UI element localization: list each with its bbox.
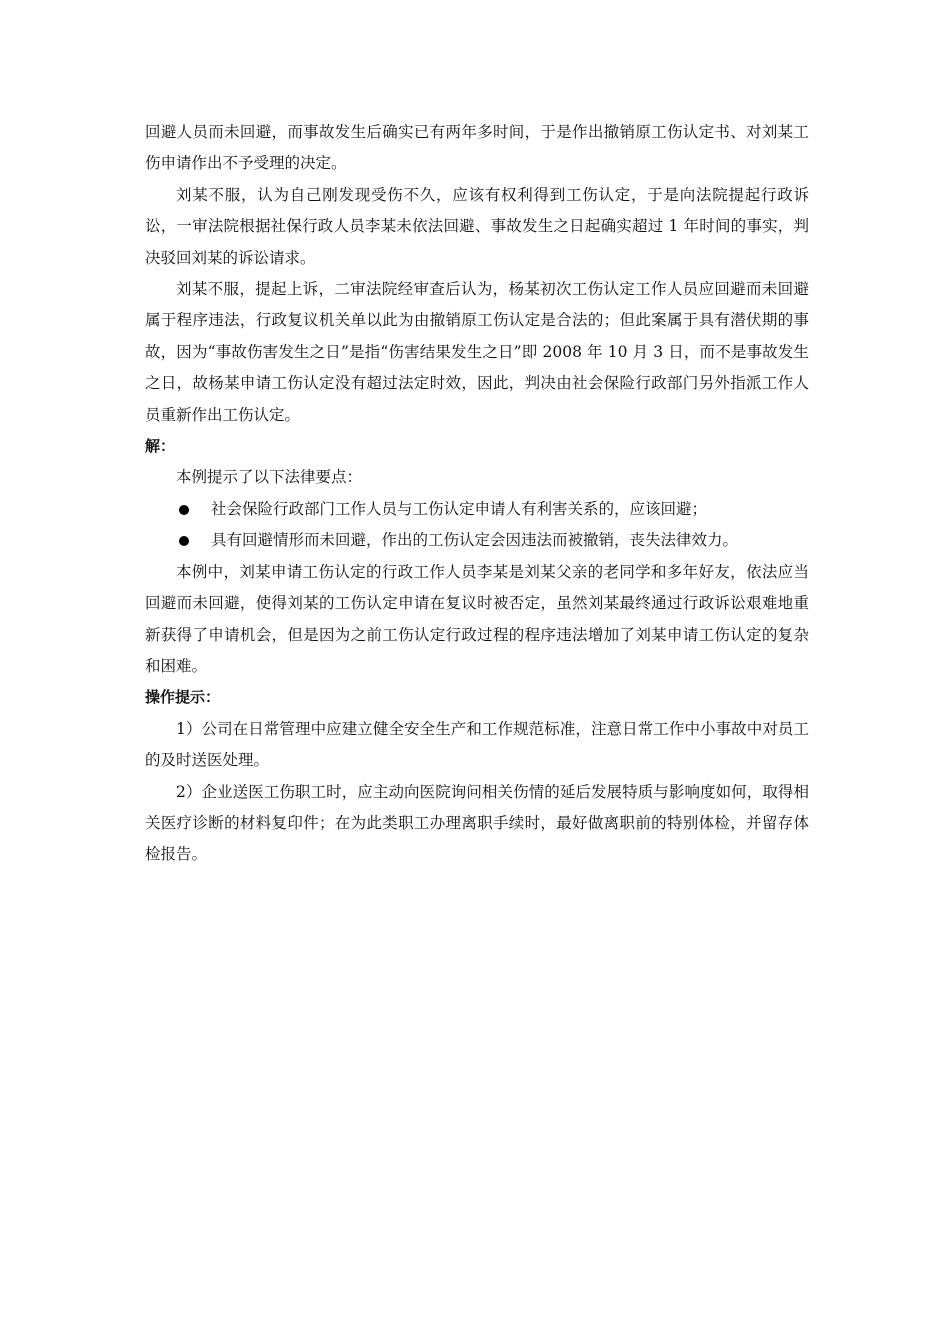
case-paragraph-1: 回避人员而未回避，而事故发生后确实已有两年多时间，于是作出撤销原工伤认定书、对刘某工伤申请作出不予受理的决定。	[145, 123, 809, 173]
legal-points-list	[145, 494, 809, 557]
tip-item-1: 1）公司在日常管理中应建立健全安全生产和工作规范标准，注意日常工作中小事故中对员工的及时送医处理。	[145, 719, 809, 770]
tip-item-2: 2）企业送医工伤职工时，应主动向医院询问相关伤情的延后发展特质与影响度如何，取得相关医疗诊断的材料复印件；在为此类职工办理离职手续时，最好做离职前的特别体检，并留存体检报告。	[145, 782, 809, 864]
case-paragraph-3: 刘某不服，提起上诉，二审法院经审查后认为，杨某初次工伤认定工作人员应回避而未回避属于程序违法，行政复议机关单以此为由撤销原工伤认定是合法的；但此案属于具有潜伏期的事故，因为“事故伤害发生之日”是指“伤害结果发生之日”即 2008 年 10 月 3 日，而不是事故发生之日，故杨某申请工伤认定没有超过法定时效，因此，判决由社会保险行政部门另外指派工作人员重新作出工伤认定。	[145, 280, 809, 424]
analysis-body: 本例中，刘某申请工伤认定的行政工作人员李某是刘某父亲的老同学和多年好友，依法应当回避而未回避，使得刘某的工伤认定申请在复议时被否定，虽然刘某最终通过行政诉讼艰难地重新获得了申请机会，但是因为之前工伤认定行政过程的程序违法增加了刘某申请工伤认定的复杂和困难。	[145, 562, 809, 675]
bullet-icon	[179, 505, 189, 515]
document-page	[145, 117, 809, 871]
list-item	[145, 525, 809, 556]
case-paragraph-2: 刘某不服，认为自己刚发现受伤不久，应该有权利得到工伤认定，于是向法院提起行政诉讼，一审法院根据社保行政人员李某未依法回避、事故发生之日起确实超过 1 年时间的事实，判决驳回刘某的诉讼请求。	[145, 185, 809, 267]
list-item-text: 社会保险行政部门工作人员与工伤认定申请人有利害关系的，应该回避；	[211, 499, 708, 518]
analysis-intro: 本例提示了以下法律要点：	[176, 468, 363, 487]
list-item	[145, 494, 809, 525]
tips-heading: 操作提示：	[145, 688, 221, 707]
list-item-text: 具有回避情形而未回避，作出的工伤认定会因违法而被撤销，丧失法律效力。	[211, 531, 739, 550]
bullet-icon	[179, 536, 189, 546]
analysis-heading: 解：	[145, 437, 176, 456]
